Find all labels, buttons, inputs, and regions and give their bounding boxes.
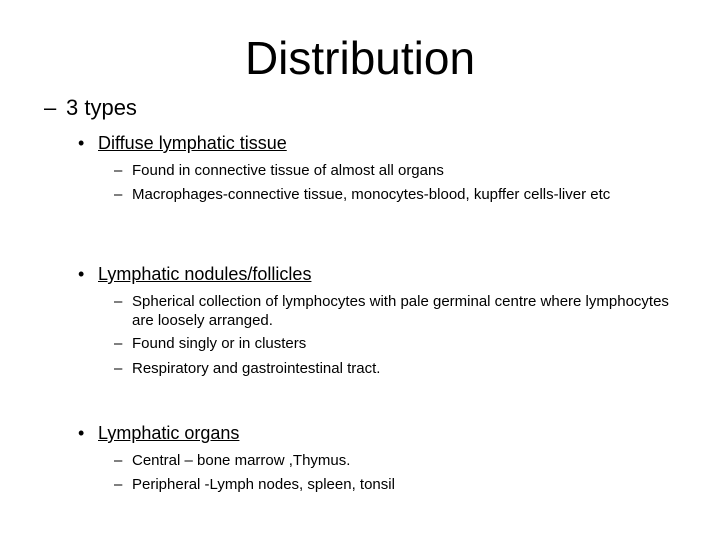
list-item-text: Macrophages-connective tissue, monocytes-blood, kupffer cells-liver etc xyxy=(132,186,611,203)
list-item-text: Peripheral -Lymph nodes, spleen, tonsil xyxy=(132,476,395,493)
list-item xyxy=(78,359,708,378)
list-item-text: Found singly or in clusters xyxy=(132,335,307,352)
section-heading xyxy=(78,131,708,155)
section-diffuse-lymphatic-tissue xyxy=(78,131,708,204)
dash-marker: – xyxy=(114,360,123,377)
list-item xyxy=(78,161,708,180)
section-heading-text: Diffuse lymphatic tissue xyxy=(98,133,287,153)
slide-title-text: Distribution xyxy=(244,32,476,84)
list-item-text: Central – bone marrow ,Thymus. xyxy=(132,452,351,469)
bullet-marker: • xyxy=(78,264,85,284)
bullet-marker: • xyxy=(78,423,85,443)
dash-marker: – xyxy=(114,162,123,179)
dash-marker: – xyxy=(114,186,123,203)
slide-title xyxy=(0,30,720,86)
list-item xyxy=(78,292,708,330)
section-heading-text: Lymphatic nodules/follicles xyxy=(98,264,312,284)
list-item xyxy=(78,451,708,470)
level1-item xyxy=(44,94,137,122)
dash-marker: – xyxy=(114,335,123,352)
dash-marker: – xyxy=(44,95,57,120)
list-item xyxy=(78,334,708,353)
dash-marker: – xyxy=(114,452,123,469)
section-lymphatic-nodules xyxy=(78,262,708,378)
list-item xyxy=(78,475,708,494)
section-heading xyxy=(78,421,708,445)
level1-text: 3 types xyxy=(66,95,137,120)
list-item-text: Found in connective tissue of almost all organs xyxy=(132,162,444,179)
dash-marker: – xyxy=(114,293,123,310)
section-heading-text: Lymphatic organs xyxy=(98,423,240,443)
dash-marker: – xyxy=(114,476,123,493)
section-lymphatic-organs xyxy=(78,421,708,494)
list-item-text: Spherical collection of lymphocytes with pale germinal centre where lymphocytes are loosely arranged. xyxy=(132,293,669,329)
section-heading xyxy=(78,262,708,286)
bullet-marker: • xyxy=(78,133,85,153)
list-item xyxy=(78,185,708,204)
list-item-text: Respiratory and gastrointestinal tract. xyxy=(132,360,381,377)
